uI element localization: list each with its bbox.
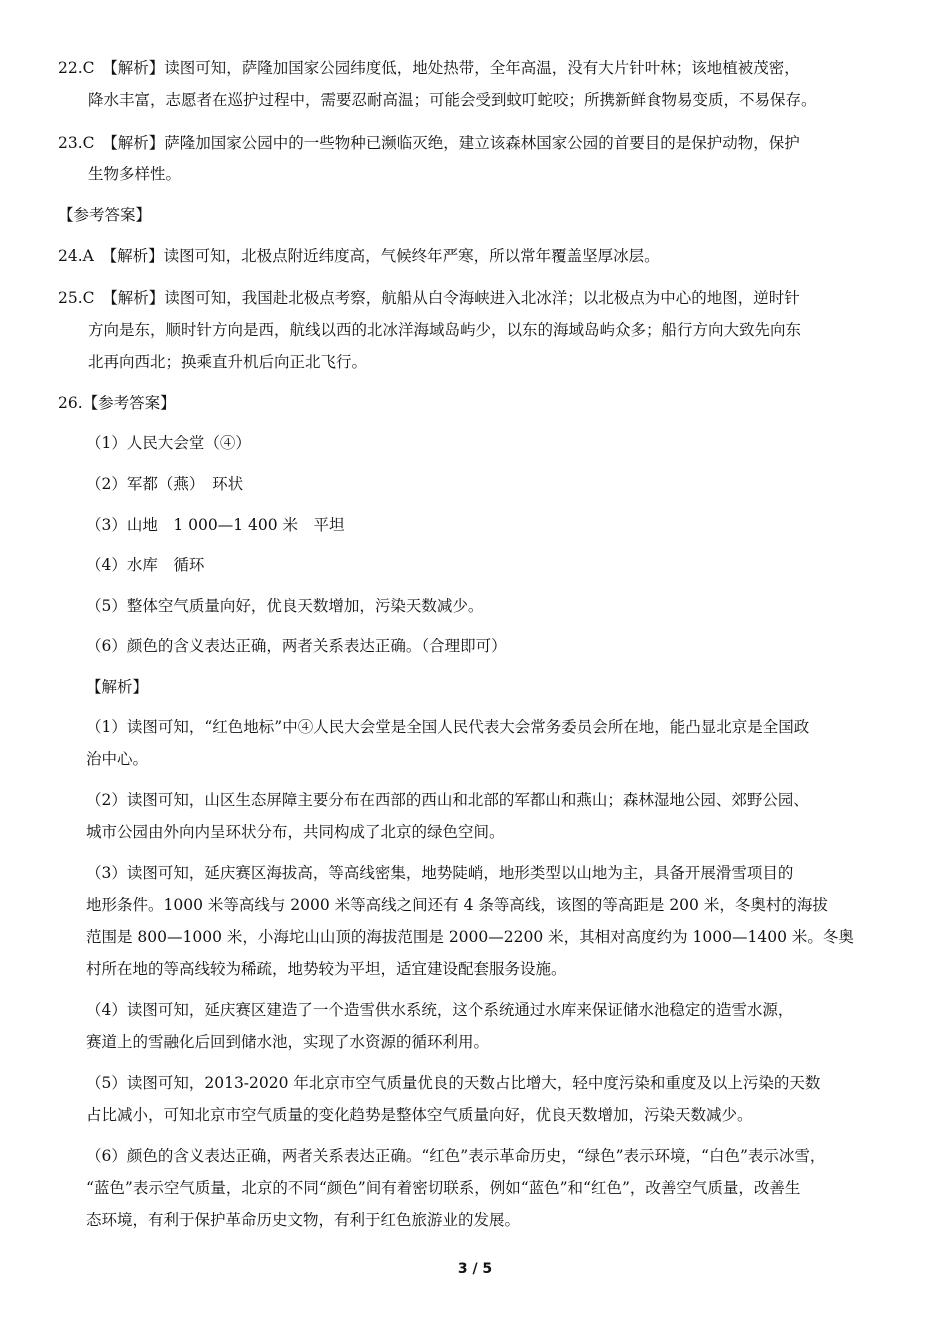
answer-24: 24.A 【解析】读图可知，北极点附近纬度高，气候终年严寒，所以常年覆盖坚厚冰层。: [58, 247, 660, 265]
answer-26-3: （3）山地 1 000—1 400 米 平坦: [86, 516, 345, 534]
analysis-2-line-1: （2）读图可知，山区生态屏障主要分布在西部的西山和北部的军都山和燕山；森林湿地公园、郊野公园、: [86, 791, 809, 809]
analysis-3-line-2: 地形条件。1000 米等高线与 2000 米等高线之间还有 4 条等高线，该图的等高距是 200 米，冬奥村的海拔: [86, 896, 828, 914]
answer-22-line-2: 降水丰富，志愿者在巡护过程中，需要忍耐高温；可能会受到蚊叮蛇咬；所携新鲜食物易变质，不易保存。: [88, 91, 817, 109]
analysis-1-line-1: （1）读图可知，“红色地标”中④人民大会堂是全国人民代表大会常务委员会所在地，能凸显北京是全国政: [86, 718, 810, 736]
answer-26-6: （6）颜色的含义表达正确，两者关系表达正确。（合理即可）: [86, 637, 507, 655]
analysis-4-line-2: 赛道上的雪融化后回到储水池，实现了水资源的循环利用。: [86, 1033, 490, 1051]
analysis-6-line-1: （6）颜色的含义表达正确，两者关系表达正确。“红色”表示革命历史，“绿色”表示环境，“白色”表示冰雪，: [86, 1147, 826, 1165]
answer-22-line-1: 22.C 【解析】读图可知，萨隆加国家公园纬度低，地处热带，全年高温，没有大片针叶林；该地植被茂密，: [58, 59, 800, 77]
analysis-6-line-3: 态环境，有利于保护革命历史文物，有利于红色旅游业的发展。: [86, 1211, 521, 1229]
answer-26-5: （5）整体空气质量向好，优良天数增加，污染天数减少。: [86, 597, 484, 615]
analysis-2-line-2: 城市公园由外向内呈环状分布，共同构成了北京的绿色空间。: [86, 823, 505, 841]
answer-26-2: （2）军都（燕） 环状: [86, 475, 244, 493]
answer-25-line-1: 25.C 【解析】读图可知，我国赴北极点考察，航船从白令海峡进入北冰洋；以北极点为中心的地图，逆时针: [58, 289, 800, 307]
reference-answer-heading: 【参考答案】: [58, 206, 152, 224]
analysis-heading: 【解析】: [86, 678, 149, 696]
analysis-5-line-2: 占比减小，可知北京市空气质量的变化趋势是整体空气质量向好，优良天数增加，污染天数减少。: [86, 1106, 753, 1124]
analysis-4-line-1: （4）读图可知，延庆赛区建造了一个造雪供水系统，这个系统通过水库来保证储水池稳定的造雪水源，: [86, 1001, 794, 1019]
analysis-3-line-1: （3）读图可知，延庆赛区海拔高，等高线密集，地势陡峭，地形类型以山地为主，具备开展滑雪项目的: [86, 864, 794, 882]
question-26-heading: 26.【参考答案】: [58, 394, 176, 412]
answer-26-4: （4）水库 循环: [86, 556, 205, 574]
analysis-5-line-1: （5）读图可知，2013-2020 年北京市空气质量优良的天数占比增大，轻中度污染和重度及以上污染的天数: [86, 1074, 821, 1092]
answer-26-1: （1）人民大会堂（④）: [86, 434, 251, 452]
analysis-6-line-2: “蓝色”表示空气质量，北京的不同“颜色”间有着密切联系，例如“蓝色”和“红色”，改善空气质量，改善生: [86, 1179, 801, 1197]
answer-23-line-1: 23.C 【解析】萨隆加国家公园中的一些物种已濒临灭绝，建立该森林国家公园的首要目的是保护动物，保护: [58, 134, 800, 152]
analysis-1-line-2: 治中心。: [86, 750, 149, 768]
analysis-3-line-4: 村所在地的等高线较为稀疏，地势较为平坦，适宜建设配套服务设施。: [86, 960, 567, 978]
analysis-3-line-3: 范围是 800—1000 米，小海坨山山顶的海拔范围是 2000—2200 米，其相对高度约为 1000—1400 米。冬奥: [86, 928, 854, 946]
page-number: 3 / 5: [457, 1261, 493, 1277]
answer-23-line-2: 生物多样性。: [88, 165, 182, 183]
answer-25-line-2: 方向是东，顺时针方向是西，航线以西的北冰洋海域岛屿少，以东的海域岛屿众多；船行方向大致先向东: [88, 321, 802, 339]
answer-25-line-3: 北再向西北；换乘直升机后向正北飞行。: [88, 353, 368, 371]
